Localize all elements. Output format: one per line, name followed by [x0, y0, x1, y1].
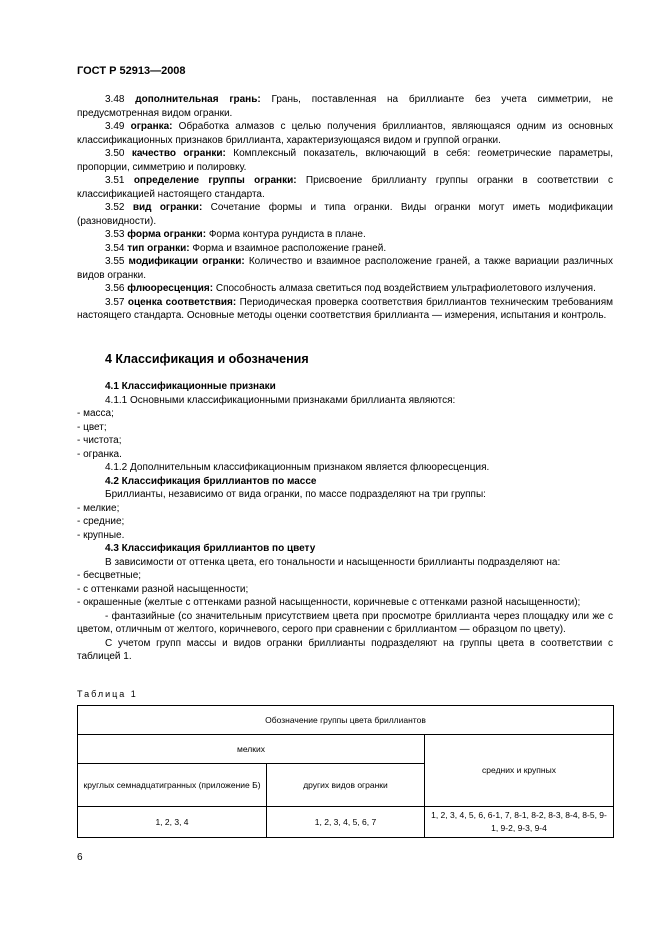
clause-4-2-text: Бриллианты, независимо от вида огранки, по массе подразделяют на три группы:: [105, 489, 486, 500]
table-header-small: мелких: [78, 735, 425, 764]
subsection-4-3-title: 4.3 Классификация бриллиантов по цвету: [105, 543, 316, 554]
table-header-main: Обозначение группы цвета бриллиантов: [78, 706, 614, 735]
page-number: 6: [77, 852, 83, 863]
list-item: - окрашенные (желтые с оттенками разной насыщенности, коричневые с оттенками разной насыщенности);: [77, 597, 581, 608]
clause-4-3-text: В зависимости от оттенка цвета, его тональности и насыщенности бриллианты подразделяют на:: [105, 556, 561, 568]
definition-3-54: 3.54 тип огранки: Форма и взаимное расположение граней.: [105, 242, 387, 254]
definition-3-52: 3.52 вид огранки: Сочетание формы и типа огранки. Виды огранки могут иметь модификации (разновидности).: [77, 202, 614, 227]
list-item: - мелкие;: [77, 502, 120, 514]
definition-3-56: 3.56 флюоресценция: Способность алмаза светиться под воздействием ультрафиолетового излучения.: [105, 283, 596, 294]
list-item: - чистота;: [77, 435, 122, 446]
clause-4-1-2: 4.1.2 Дополнительным классификационным признаком является флюоресценция.: [105, 462, 490, 473]
document-header: ГОСТ Р 52913—2008: [77, 65, 186, 77]
list-item: - масса;: [77, 408, 114, 419]
definition-3-50: 3.50 качество огранки: Комплексный показатель, включающий в себя: геометрические параметры, пропорции, симметрию и полировку.: [77, 148, 614, 173]
subsection-4-2-title: 4.2 Классификация бриллиантов по массе: [105, 475, 317, 487]
definitions-block: [77, 93, 613, 323]
list-item: - с оттенками разной насыщенности;: [77, 583, 249, 595]
section-4-title: 4 Классификация и обозначения: [105, 352, 309, 366]
definition-3-55: 3.55 модификации огранки: Количество и взаимное расположение граней, а также вариации различных видов огранки.: [77, 256, 613, 281]
definition-3-49: 3.49 огранка: Обработка алмазов с целью получения бриллиантов, являющаяся одним из основных классификационных признаков бриллианта, характеризующаяся видом и группой огранки.: [77, 121, 614, 146]
definition-3-51: 3.51 определение группы огранки: Присвоение бриллианту группы огранки в соответствии с классификацией настоящего стандарта.: [77, 175, 613, 200]
definition-3-57: 3.57 оценка соответствия: Периодическая проверка соответствия бриллиантов техническим требованиям настоящего стандарта. Основные методы оценки соответствия бриллианта — измерения, испытания и контроль.: [77, 296, 614, 321]
table-caption: Таблица 1: [77, 689, 138, 699]
list-item: - огранка.: [77, 448, 122, 460]
table-cell: 1, 2, 3, 4, 5, 6, 6-1, 7, 8-1, 8-2, 8-3, 8-4, 8-5, 9-1, 9-2, 9-3, 9-4: [425, 807, 614, 838]
list-item: - цвет;: [77, 421, 107, 433]
list-item: - средние;: [77, 516, 125, 527]
closing-paragraph: С учетом групп массы и видов огранки бриллианты подразделяют на группы цвета в соответствии с таблицей 1.: [77, 637, 613, 662]
table-header-other: других видов огранки: [267, 764, 425, 807]
definition-3-48: 3.48 дополнительная грань: Грань, поставленная на бриллианте без учета симметрии, не предусмотренная видом огранки.: [77, 94, 614, 119]
table-header-round: круглых семнадцатигранных (приложение Б): [78, 764, 267, 807]
table-cell: 1, 2, 3, 4: [78, 807, 267, 838]
color-group-table: [77, 705, 614, 838]
section-4-body: [77, 380, 613, 664]
list-item: - крупные.: [77, 529, 125, 541]
table-cell: 1, 2, 3, 4, 5, 6, 7: [267, 807, 425, 838]
list-item: - фантазийные (со значительным присутствием цвета при просмотре бриллианта через площадку или же с цветом, отличным от желтого, коричневого, серого при сравнении с бриллиантом — образцом по цвету).: [77, 610, 613, 635]
definition-3-53: 3.53 форма огранки: Форма контура рундиста в плане.: [105, 229, 366, 240]
clause-4-1-1: 4.1.1 Основными классификационными признаками бриллианта являются:: [105, 394, 456, 406]
table-header-medium-large: средних и крупных: [425, 735, 614, 807]
list-item: - бесцветные;: [77, 570, 142, 581]
subsection-4-1-title: 4.1 Классификационные признаки: [105, 381, 276, 392]
